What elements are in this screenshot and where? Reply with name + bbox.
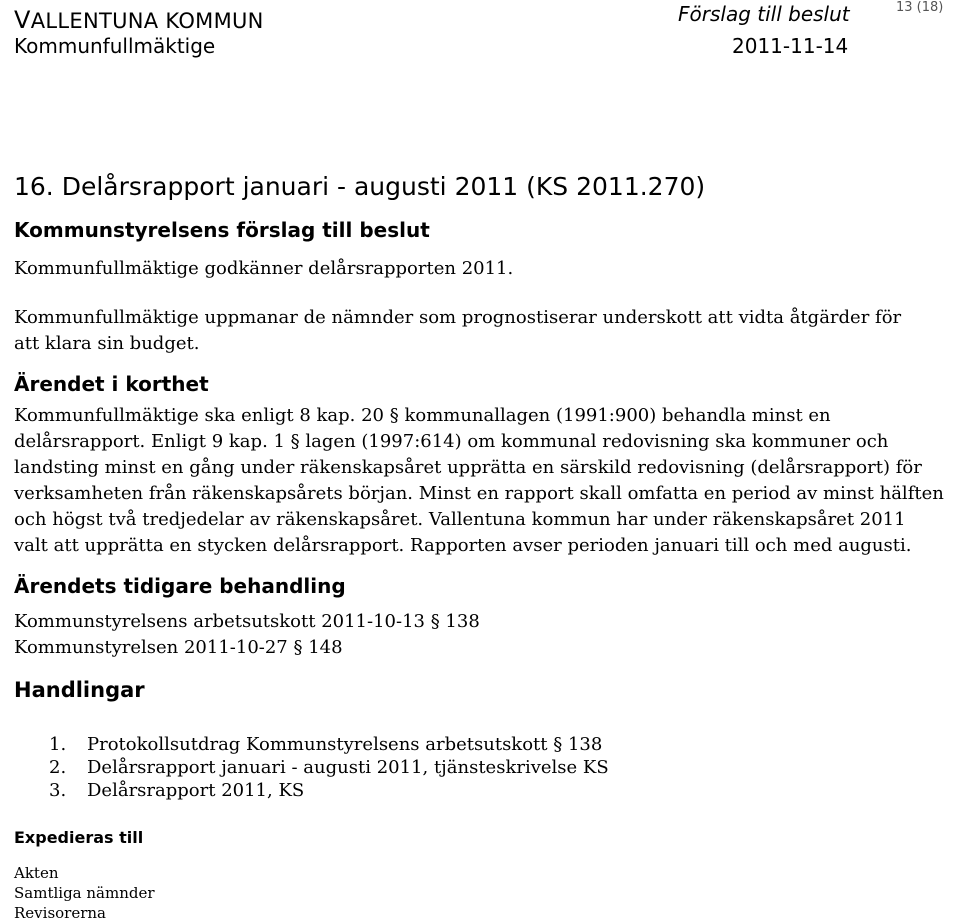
list-item: [14, 779, 609, 802]
distribution-item: Akten: [14, 864, 59, 882]
organization-name: [14, 6, 264, 34]
proposal-paragraph-1: Kommunfullmäktige godkänner delårsrapporten 2011.: [14, 258, 514, 279]
list-item: [14, 733, 609, 756]
item-title: 16. Delårsrapport januari - augusti 2011 (KS 2011.270): [14, 172, 706, 201]
history-line-1: Kommunstyrelsens arbetsutskott 2011-10-13 § 138: [14, 611, 480, 632]
proposal-paragraph-2: Kommunfullmäktige uppmanar de nämnder som prognostiserar underskott att vidta åtgärder för att klara sin budget.: [14, 307, 902, 354]
summary-paragraph: Kommunfullmäktige ska enligt 8 kap. 20 § kommunallagen (1991:900) behandla minst en delårsrapport. Enligt 9 kap. 1 § lagen (1997:614) om kommunal redovisning ska kommuner och landsting minst en gång under räkenskapsåret upprätta en särskild redovisning (delårsrapport) för verksamheten från räkenskapsårets början. Minst en rapport skall omfatta en period av minst hälften och högst två tredjedelar av räkenskapsåret. Vallentuna kommun har under räkenskapsåret 2011 valt att upprätta en stycken delårsrapport. Rapporten avser perioden januari till och med augusti.: [14, 405, 944, 556]
history-line-2: Kommunstyrelsen 2011-10-27 § 148: [14, 637, 343, 658]
list-item-text: Delårsrapport januari - augusti 2011, tjänsteskrivelse KS: [87, 757, 609, 778]
documents-list: [14, 733, 609, 802]
page-number: 13 (18): [896, 0, 944, 15]
committee-name: Kommunfullmäktige: [14, 34, 216, 58]
document-date: 2011-11-14: [732, 34, 849, 58]
proposal-heading: Kommunstyrelsens förslag till beslut: [14, 218, 430, 242]
history-heading: Ärendets tidigare behandling: [14, 574, 346, 598]
documents-heading: Handlingar: [14, 678, 145, 702]
list-item-text: Delårsrapport 2011, KS: [87, 780, 305, 801]
organization-name-initial: V: [14, 6, 31, 34]
distribution-item: Revisorerna: [14, 904, 106, 922]
organization-name-rest: ALLENTUNA KOMMUN: [30, 9, 264, 33]
list-item-text: Protokollsutdrag Kommunstyrelsens arbetsutskott § 138: [87, 734, 603, 755]
list-item: [14, 756, 609, 779]
list-item-number: 1.: [49, 734, 67, 755]
summary-heading: Ärendet i korthet: [14, 372, 209, 396]
distribution-item: Samtliga nämnder: [14, 884, 155, 902]
distribution-heading: Expedieras till: [14, 828, 144, 847]
distribution-list: [14, 863, 155, 923]
list-item-number: 2.: [49, 757, 67, 778]
document-status: Förslag till beslut: [678, 2, 850, 26]
list-item-number: 3.: [49, 780, 67, 801]
